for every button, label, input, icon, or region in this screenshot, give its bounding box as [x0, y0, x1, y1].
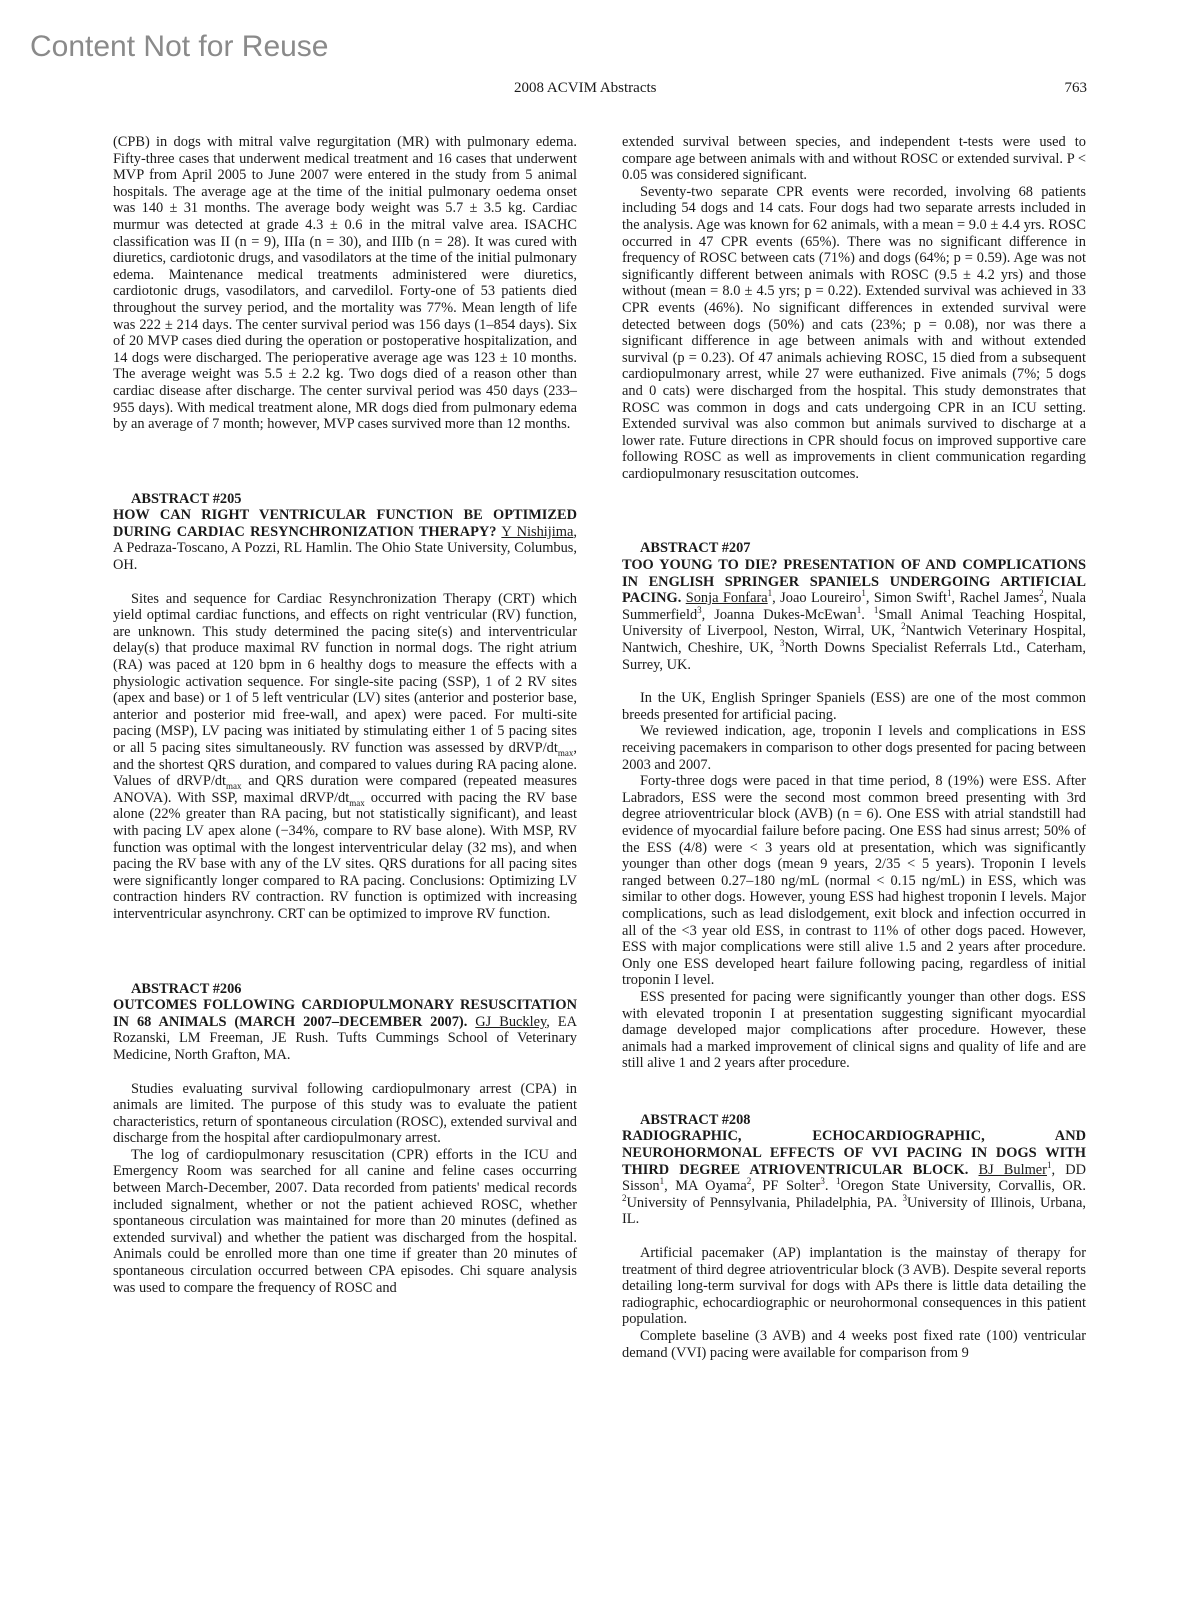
- continuation-paragraph: Seventy-two separate CPR events were recorded, involving 68 patients including 54 dogs and 14 cats. Four dogs had two separate arrests included in the analysis. Age was known for 62 animals, with a mean = 9.0 ± 4.4 yrs. ROSC occurred in 47 CPR events (65%). There was no significant difference in frequency of ROSC between cats (71%) and dogs (64%; p = 0.59). Age was not significantly different between animals with ROSC (9.5 ± 4.2 yrs) and those without (mean = 8.0 ± 4.5 yrs; p = 0.22). Extended survival was achieved in 33 CPR events (46%). No significant differences in extended survival were detected between dogs (50%) and cats (23%; p = 0.08), nor was there a significant difference in age between animals with and without extended survival (p = 0.23). Of 47 animals achieving ROSC, 15 died from a subsequent cardiopulmonary arrest, while 27 were euthanized. Five animals (7%; 5 dogs and 0 cats) were discharged from the hospital. This study demonstrates that ROSC was common in dogs and cats undergoing CPR in an ICU setting. Extended survival was also common but animals survived to discharge at a lower rate. Future directions in CPR should focus on improved supportive care following ROSC as well as improvements in client communication regarding cardiopulmonary resuscitation outcomes.: [622, 183, 1086, 482]
- presenting-author: GJ Buckley: [475, 1013, 547, 1030]
- abstract-title: RADIOGRAPHIC, ECHOCARDIOGRAPHIC, AND NEUROHORMONAL EFFECTS OF VVI PACING IN DOGS WITH THIRD DEGREE ATRIOVENTRICULAR BLOCK.: [622, 1128, 1086, 1178]
- abstract-208: [622, 1112, 1086, 1361]
- abstract-number: ABSTRACT #206: [131, 980, 242, 997]
- watermark: Content Not for Reuse: [30, 30, 329, 63]
- abstract-title: TOO YOUNG TO DIE? PRESENTATION OF AND COMPLICATIONS IN ENGLISH SPRINGER SPANIELS UNDERGOING ARTIFICIAL PACING.: [622, 557, 1086, 607]
- page-number: 763: [1064, 80, 1087, 96]
- abstract-title-line: TOO YOUNG TO DIE? PRESENTATION OF AND COMPLICATIONS IN ENGLISH SPRINGER SPANIELS UNDERGOING ARTIFICIAL PACING. Sonja Fonfara$^1$, Joao Loureiro$^1$, Simon Swift$^1$, Rachel James$^2$, Nuala Summerfield$^3$, Joanna Dukes-McEwan$^1$. $^1$Small Animal Teaching Hospital, University of Liverpool, Neston, Wirral, UK, $^2$Nantwich Veterinary Hospital, Nantwich, Cheshire, UK, $^3$North Downs Specialist Referrals Ltd., Caterham, Surrey, UK.: [622, 557, 1087, 673]
- continuation-paragraph: extended survival between species, and independent t-tests were used to compare age between animals with and without ROSC or extended survival. P < 0.05 was considered significant.: [622, 134, 1086, 184]
- running-head: 2008 ACVIM Abstracts: [514, 80, 657, 96]
- abstract-number: ABSTRACT #205: [131, 490, 242, 507]
- abstract-title: OUTCOMES FOLLOWING CARDIOPULMONARY RESUSCITATION IN 68 ANIMALS (MARCH 2007–DECEMBER 2007).: [113, 997, 577, 1030]
- abstract-206: [113, 981, 577, 1297]
- abstract-title-line: [113, 507, 577, 573]
- right-column: [622, 134, 1086, 1361]
- abstract-205: [113, 491, 577, 923]
- abstract-body: In the UK, English Springer Spaniels (ESS) are one of the most common breeds presented for artificial pacing.: [622, 690, 1086, 723]
- presenting-author: BJ Bulmer: [978, 1161, 1047, 1178]
- subscript: max: [349, 797, 365, 808]
- abstract-body: Artificial pacemaker (AP) implantation is the mainstay of therapy for treatment of third degree atrioventricular block (3 AVB). Despite several reports detailing long-term survival for dogs with APs there is little data detailing the radiographic, echocardiographic or neurohormonal consequences in this patient population.: [622, 1245, 1086, 1328]
- abstract-number: ABSTRACT #207: [640, 540, 751, 557]
- abstract-title: HOW CAN RIGHT VENTRICULAR FUNCTION BE OPTIMIZED DURING CARDIAC RESYNCHRONIZATION THERAPY?: [113, 507, 577, 540]
- left-column: [113, 134, 577, 1296]
- subscript: max: [557, 747, 574, 758]
- authors: , A Pedraza-Toscano, A Pozzi, RL Hamlin. The Ohio State University, Columbus, OH.: [113, 523, 577, 574]
- presenting-author: Sonja Fonfara: [685, 590, 768, 607]
- continuation-paragraph: (CPB) in dogs with mitral valve regurgitation (MR) with pulmonary edema. Fifty-three cases that underwent medical treatment and 16 cases that underwent MVP from April 2005 to June 2007 were entered in the study from 5 animal hospitals. The average age at the time of the initial pulmonary oedema onset was 140 ± 31 months. The average body weight was 5.7 ± 3.5 kg. Cardiac murmur was detected at grade 4.3 ± 0.6 in the mitral valve area. ISACHC classification was II (n = 9), IIIa (n = 30), and IIIb (n = 28). It was cured with diuretics, cardiotonic drugs, and vasodilators at the time of the initial pulmonary edema. Maintenance medical treatments administered were diuretics, cardiotonic drugs, vasodilators, and carvedilol. Forty-one of 53 patients died throughout the survey period, and the mortality was 77%. Mean length of life was 222 ± 214 days. The center survival period was 156 days (1–854 days). Six of 20 MVP cases died during the operation or postoperative hospitalization, and 14 dogs were discharged. The perioperative average age was 123 ± 10 months. The average weight was 5.5 ± 2.2 kg. Two dogs died of a reason other than cardiac disease after discharge. The center survival period was 450 days (233–955 days). With medical treatment alone, MR dogs died from pulmonary edema by an average of 7 month; however, MVP cases survived more than 12 months.: [113, 134, 577, 433]
- abstract-body: The log of cardiopulmonary resuscitation (CPR) efforts in the ICU and Emergency Room was searched for all canine and feline cases occurring between March-December, 2007. Data recorded from patients' medical records included signalment, whether or not the patient achieved ROSC, whether spontaneous circulation was maintained for more than 20 minutes (defined as extended survival) and whether the patient was discharged from the hospital. Animals could be enrolled more than one time if greater than 20 minutes of spontaneous circulation occurred between CPA episodes. Chi square analysis was used to compare the frequency of ROSC and: [113, 1146, 577, 1296]
- abstract-body: Forty-three dogs were paced in that time period, 8 (19%) were ESS. After Labradors, ESS were the second most common breed presenting with 3rd degree atrioventricular block (AVB) (n = 6). One ESS with atrial standstill had evidence of myocardial failure before pacing. One ESS had sinus arrest; 50% of the ESS (4/8) were < 3 years old at presentation, which was significantly younger than other dogs (mean 9 years, 2/35 < 5 years). Troponin I levels ranged between 0.27–180 ng/mL (normal < 0.15 ng/mL) in ESS, which was similar to other dogs. However, young ESS had highest troponin I levels. Major complications, such as lead dislodgement, exit block and infection occurred in all of the <3 year old ESS, in contrast to 11% of other dogs paced. However, ESS with major complications were still alive 1.5 and 2 years after procedure. Only one ESS developed heart failure following pacing, regardless of initial troponin I level.: [622, 773, 1086, 989]
- abstract-body: Sites and sequence for Cardiac Resynchronization Therapy (CRT) which yield optimal cardiac functions, and effects on right ventricular (RV) function, are unknown. This study determined the pacing site(s) and interventricular delay(s) that produce maximal RV function in normal dogs. The right atrium (RA) was paced at 120 bpm in 6 healthy dogs to measure the effects with a physiologic activation sequence. For single-site pacing (SSP), 1 of 2 RV sites (apex and base) or 1 of 5 left ventricular (LV) sites (anterior and posterior base, anterior and posterior mid free-wall, and apex) were paced. For multi-site pacing (MSP), LV pacing was initiated by stimulating either 1 of 5 pacing sites or all 5 pacing sites simultaneously. RV function was assessed by dRVP/$dt_{max}$, and the shortest QRS duration, and compared to values during RA pacing alone. Values of dRVP/$dt_{max}$ and QRS duration were compared (repeated measures ANOVA). With SSP, maximal dRVP/$dt_{max}$ occurred with pacing the RV base alone (22% greater than RA pacing, but not statistically significant), and least with pacing LV apex alone (−34%, compare to RV base alone). With MSP, RV function was optimal with the longest interventricular delay (32 ms), and when pacing the RV base with any of the LV sites. QRS durations for all pacing sites were significantly longer compared to RA pacing. Conclusions: Optimizing LV contraction hinders RV contraction. RV function is optimized with increasing interventricular asynchrony. CRT can be optimized to improve RV function.: [113, 590, 578, 922]
- abstract-body: Studies evaluating survival following cardiopulmonary arrest (CPA) in animals are limited. The purpose of this study was to evaluate the patient characteristics, return of spontaneous circulation (ROSC), extended survival and discharge from the hospital after cardiopulmonary arrest.: [113, 1080, 577, 1147]
- presenting-author: Y Nishijima: [501, 523, 574, 540]
- abstract-207: [622, 540, 1086, 1071]
- abstract-body: ESS presented for pacing were significantly younger than other dogs. ESS with elevated troponin I at presentation suggesting significant myocardial damage developed major complications after procedure. However, these animals had a marked improvement of clinical signs and quality of life and are still alive 1 and 2 years after procedure.: [622, 988, 1086, 1072]
- abstract-title-line: RADIOGRAPHIC, ECHOCARDIOGRAPHIC, AND NEUROHORMONAL EFFECTS OF VVI PACING IN DOGS WITH THIRD DEGREE ATRIOVENTRICULAR BLOCK. BJ Bulmer$^1$, DD Sisson$^1$, MA Oyama$^2$, PF Solter$^3$. $^1$Oregon State University, Corvallis, OR. $^2$University of Pennsylvania, Philadelphia, PA. $^3$University of Illinois, Urbana, IL.: [622, 1128, 1086, 1228]
- abstract-title-line: [113, 997, 577, 1063]
- abstract-body: We reviewed indication, age, troponin I levels and complications in ESS receiving pacemakers in comparison to other dogs presented for pacing between 2003 and 2007.: [622, 723, 1086, 773]
- abstract-body: Complete baseline (3 AVB) and 4 weeks post fixed rate (100) ventricular demand (VVI) pacing were available for comparison from 9: [622, 1328, 1086, 1361]
- authors: , EA Rozanski, LM Freeman, JE Rush. Tufts Cummings School of Veterinary Medicine, North Grafton, MA.: [113, 1013, 577, 1063]
- abstract-number: ABSTRACT #208: [640, 1111, 751, 1128]
- subscript: max: [226, 781, 242, 792]
